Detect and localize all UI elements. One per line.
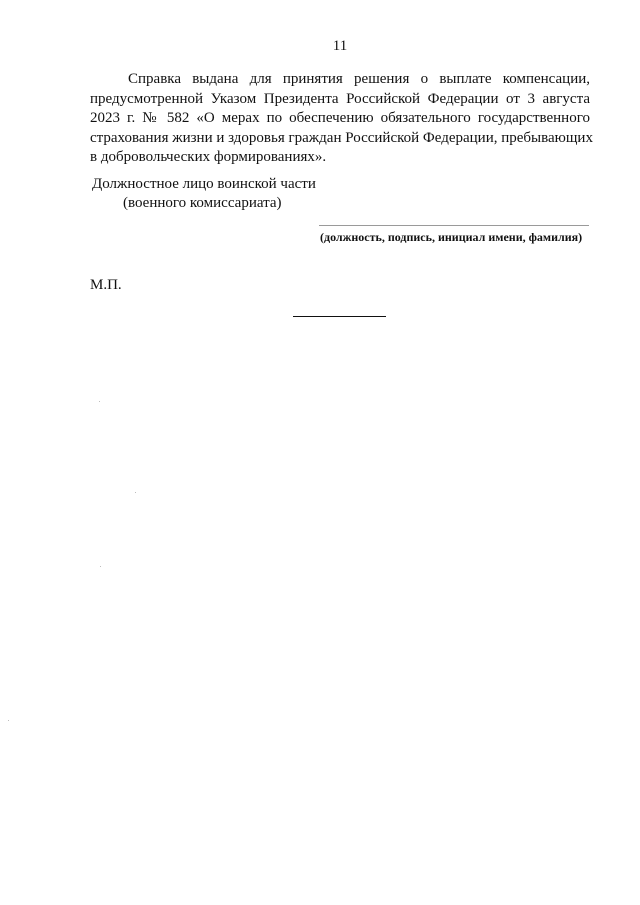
paragraph-line: 2023 г. № 582 «О мерах по обеспечению обязательного государственного bbox=[90, 110, 590, 126]
paragraph-line: предусмотренной Указом Президента Российской Федерации от 3 августа bbox=[90, 90, 590, 107]
scan-speck bbox=[100, 566, 101, 567]
scan-speck bbox=[135, 492, 136, 493]
official-title-continuation: (военного комиссариата) bbox=[123, 195, 282, 211]
signature-caption: (должность, подпись, инициал имени, фамилия) bbox=[320, 230, 583, 244]
official-title: Должностное лицо воинской части bbox=[92, 176, 316, 192]
end-of-document-rule bbox=[293, 316, 386, 317]
signature-line bbox=[319, 225, 589, 226]
paragraph-line: страхования жизни и здоровья граждан Российской Федерации, пребывающих bbox=[90, 129, 593, 146]
scan-speck bbox=[99, 401, 100, 402]
seal-mark: М.П. bbox=[90, 277, 122, 293]
scan-speck bbox=[8, 720, 9, 721]
paragraph-line: в добровольческих формированиях». bbox=[90, 149, 327, 165]
paragraph-line: Справка выдана для принятия решения о выплате компенсации, bbox=[128, 71, 590, 87]
certificate-paragraph bbox=[90, 70, 593, 168]
page-number: 11 bbox=[332, 38, 348, 54]
